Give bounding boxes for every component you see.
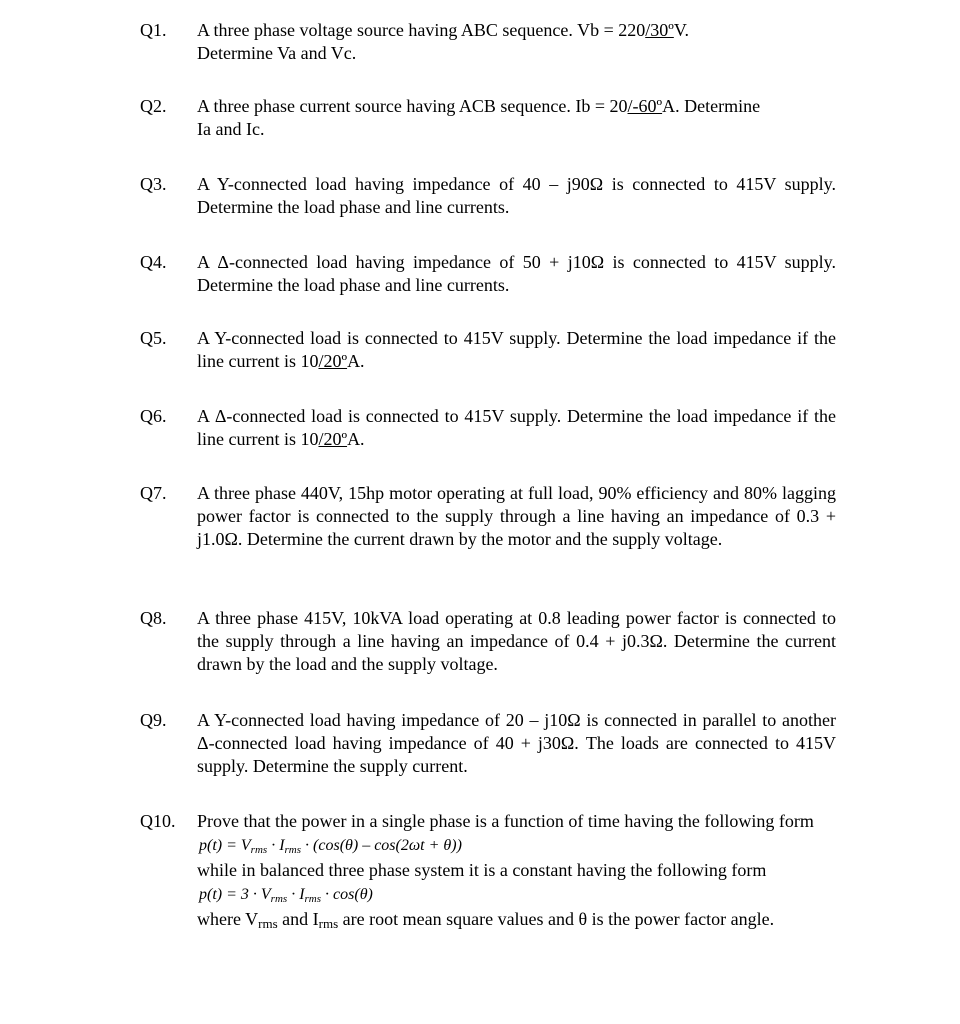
formula-subscript: rms <box>270 893 288 905</box>
formula-subscript: rms <box>304 893 322 905</box>
question-4 <box>140 251 836 297</box>
question-number: Q3. <box>140 174 167 194</box>
phasor-angle: /-60º <box>627 96 663 116</box>
question-2 <box>140 95 836 141</box>
text-part: are root mean square values and θ is the power factor angle. <box>338 909 775 929</box>
question-number: Q2. <box>140 96 167 116</box>
formula-part: · cos(θ) <box>321 886 373 903</box>
question-text-part: A. <box>347 429 365 449</box>
text-part: and I <box>277 909 319 929</box>
question-text-part: Determine Va and Vc. <box>197 43 357 63</box>
question-number: Q6. <box>140 406 167 426</box>
question-3 <box>140 173 836 219</box>
question-text <box>197 810 836 931</box>
question-text-part: A three phase current source having ACB sequence. Ib = 20 <box>197 96 628 116</box>
single-phase-power-formula <box>197 833 836 859</box>
question-text-part: A. Determine <box>662 96 761 116</box>
formula-part: p(t) = 3 · V <box>199 886 271 903</box>
question-text-part <box>197 908 836 931</box>
formula-part: · (cos(θ) – cos(2ωt + θ)) <box>301 837 462 854</box>
formula-part: p(t) = V <box>199 837 251 854</box>
question-text-part: A three phase voltage source having ABC sequence. Vb = 220 <box>197 20 646 40</box>
question-text-part: A Δ-connected load is connected to 415V supply. Determine the load impedance if the line current is 10 <box>197 406 836 449</box>
question-number: Q9. <box>140 710 167 730</box>
question-text-part: V. <box>673 20 689 40</box>
question-5 <box>140 327 836 373</box>
question-8 <box>140 607 836 676</box>
question-text-part: while in balanced three phase system it is a constant having the following form <box>197 860 767 880</box>
question-text-part: A Y-connected load is connected to 415V supply. Determine the load impedance if the line current is 10 <box>197 328 836 371</box>
question-7 <box>140 482 836 551</box>
question-text <box>197 405 836 451</box>
question-1 <box>140 19 836 65</box>
formula-subscript: rms <box>284 844 302 856</box>
question-number: Q1. <box>140 20 167 40</box>
text-part: where V <box>197 909 259 929</box>
question-text-part: Prove that the power in a single phase is a function of time having the following form <box>197 811 814 831</box>
question-number: Q4. <box>140 252 167 272</box>
formula-subscript: rms <box>250 844 268 856</box>
question-text: A Δ-connected load having impedance of 50 + j10Ω is connected to 415V supply. Determine the load phase and line currents. <box>197 252 836 295</box>
question-text: A three phase 415V, 10kVA load operating at 0.8 leading power factor is connected to the supply through a line having an impedance of 0.4 + j0.3Ω. Determine the current drawn by the load and the supply voltage. <box>197 608 836 674</box>
three-phase-power-formula <box>197 882 836 908</box>
question-10 <box>140 810 836 931</box>
phasor-angle: /30º <box>645 20 674 40</box>
question-text: A Y-connected load having impedance of 40 – j90Ω is connected to 415V supply. Determine the load phase and line currents. <box>197 174 836 217</box>
question-text <box>197 19 836 65</box>
question-number: Q8. <box>140 608 167 628</box>
question-text: A three phase 440V, 15hp motor operating at full load, 90% efficiency and 80% lagging power factor is connected to the supply through a line having an impedance of 0.3 + j1.0Ω. Determine the current drawn by the motor and the supply voltage. <box>197 483 836 549</box>
question-6 <box>140 405 836 451</box>
question-number: Q10. <box>140 811 176 831</box>
question-number: Q5. <box>140 328 167 348</box>
question-text-part: Ia and Ic. <box>197 119 265 139</box>
phasor-angle: /20º <box>318 351 348 371</box>
question-text: A Y-connected load having impedance of 20 – j10Ω is connected in parallel to another Δ-connected load having impedance of 40 + j30Ω. The loads are connected to 415V supply. Determine the supply current. <box>197 710 836 776</box>
question-text <box>197 327 836 373</box>
text-subscript: rms <box>318 916 339 931</box>
question-9 <box>140 709 836 778</box>
question-text <box>197 95 836 141</box>
text-subscript: rms <box>258 916 278 931</box>
formula-part: · I <box>287 886 305 903</box>
question-text-part: A. <box>347 351 365 371</box>
question-number: Q7. <box>140 483 167 503</box>
formula-part: · I <box>267 837 285 854</box>
phasor-angle: /20º <box>318 429 348 449</box>
